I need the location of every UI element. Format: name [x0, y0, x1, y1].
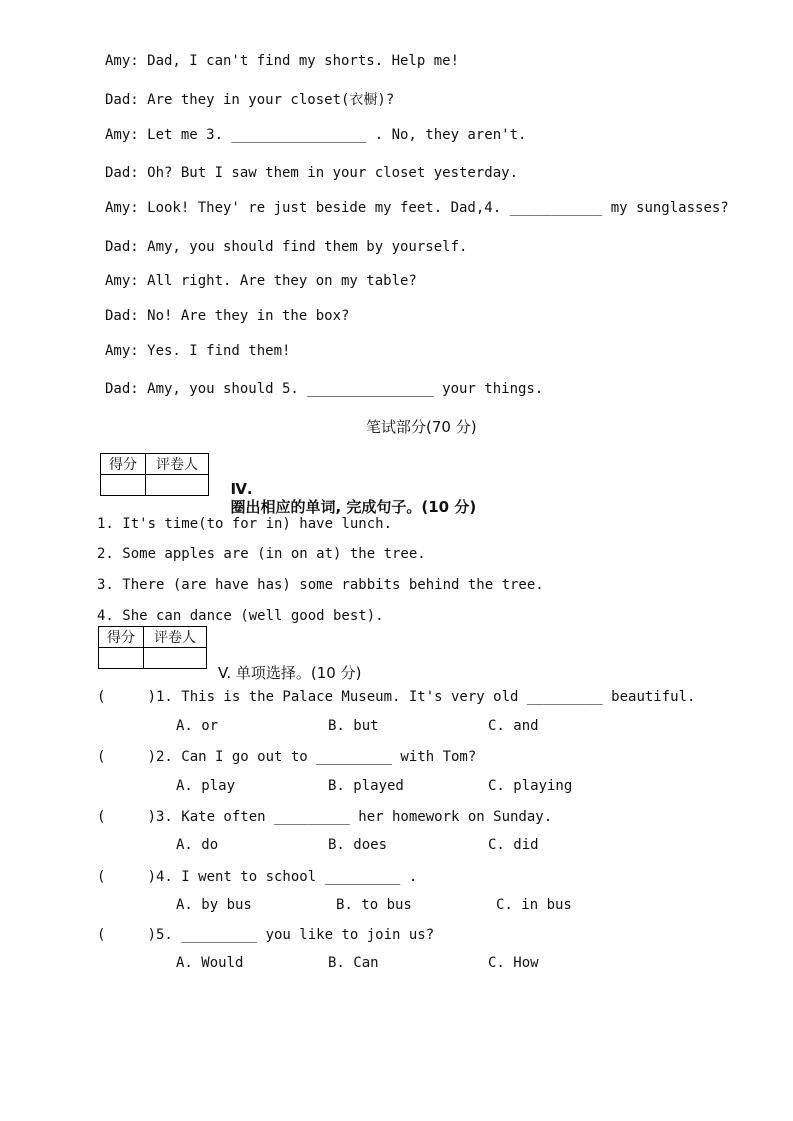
question-1-option-b: B. but — [328, 718, 379, 734]
score-table-section5 — [98, 626, 207, 669]
question-4-stem: ( )4. I went to school _________ . — [97, 869, 418, 885]
written-part-title: 笔试部分(70 分) — [366, 418, 477, 436]
question-2-stem: ( )2. Can I go out to _________ with Tom? — [97, 749, 477, 765]
dialogue-line-1: Amy: Dad, I can't find my shorts. Help me! — [105, 53, 460, 69]
question-3-stem: ( )3. Kate often _________ her homework on Sunday. — [97, 809, 553, 825]
question-1-stem: ( )1. This is the Palace Museum. It's very old _________ beautiful. — [97, 689, 696, 705]
grader-cell — [146, 475, 209, 496]
question-2-option-b: B. played — [328, 778, 404, 794]
section4-item-4: 4. She can dance (well good best). — [97, 608, 384, 624]
section4-number: Ⅳ. — [230, 480, 253, 498]
question-5-option-c: C. How — [488, 955, 539, 971]
question-4-option-b: B. to bus — [336, 897, 412, 913]
section4-heading — [220, 462, 476, 516]
score-label: 得分 — [101, 454, 146, 475]
dialogue-line-8: Dad: No! Are they in the box? — [105, 308, 350, 324]
question-1-option-c: C. and — [488, 718, 539, 734]
question-4-option-c: C. in bus — [496, 897, 572, 913]
dialogue-line-6: Dad: Amy, you should find them by yourself. — [105, 239, 468, 255]
grader-cell — [144, 648, 207, 669]
question-5-stem: ( )5. _________ you like to join us? — [97, 927, 435, 943]
question-3-option-a: A. do — [176, 837, 219, 853]
score-cell — [101, 475, 146, 496]
grader-label: 评卷人 — [144, 627, 207, 648]
question-2-option-a: A. play — [176, 778, 236, 794]
question-4-option-a: A. by bus — [176, 897, 252, 913]
dialogue-line-10: Dad: Amy, you should 5. _______________ your things. — [105, 381, 544, 397]
dialogue-line-5: Amy: Look! They' re just beside my feet. Dad,4. ___________ my sunglasses? — [105, 200, 729, 216]
section4-item-2: 2. Some apples are (in on at) the tree. — [97, 546, 426, 562]
dialogue-line-3: Amy: Let me 3. ________________ . No, they aren't. — [105, 127, 527, 143]
question-1-option-a: A. or — [176, 718, 219, 734]
question-3-option-b: B. does — [328, 837, 388, 853]
question-5-option-b: B. Can — [328, 955, 379, 971]
question-5-option-a: A. Would — [176, 955, 244, 971]
section4-item-3: 3. There (are have has) some rabbits behind the tree. — [97, 577, 544, 593]
dialogue-line-2: Dad: Are they in your closet(衣橱)? — [105, 92, 395, 108]
dialogue-line-9: Amy: Yes. I find them! — [105, 343, 291, 359]
section4-item-1: 1. It's time(to for in) have lunch. — [97, 516, 393, 532]
section5-heading: V. 单项选择。(10 分) — [218, 664, 362, 682]
dialogue-line-4: Dad: Oh? But I saw them in your closet yesterday. — [105, 165, 519, 181]
question-3-option-c: C. did — [488, 837, 539, 853]
score-cell — [99, 648, 144, 669]
dialogue-line-7: Amy: All right. Are they on my table? — [105, 273, 417, 289]
grader-label: 评卷人 — [146, 454, 209, 475]
score-label: 得分 — [99, 627, 144, 648]
section4-title: 圈出相应的单词, 完成句子。(10 分) — [230, 498, 477, 516]
score-table-section4 — [100, 453, 209, 496]
question-2-option-c: C. playing — [488, 778, 573, 794]
